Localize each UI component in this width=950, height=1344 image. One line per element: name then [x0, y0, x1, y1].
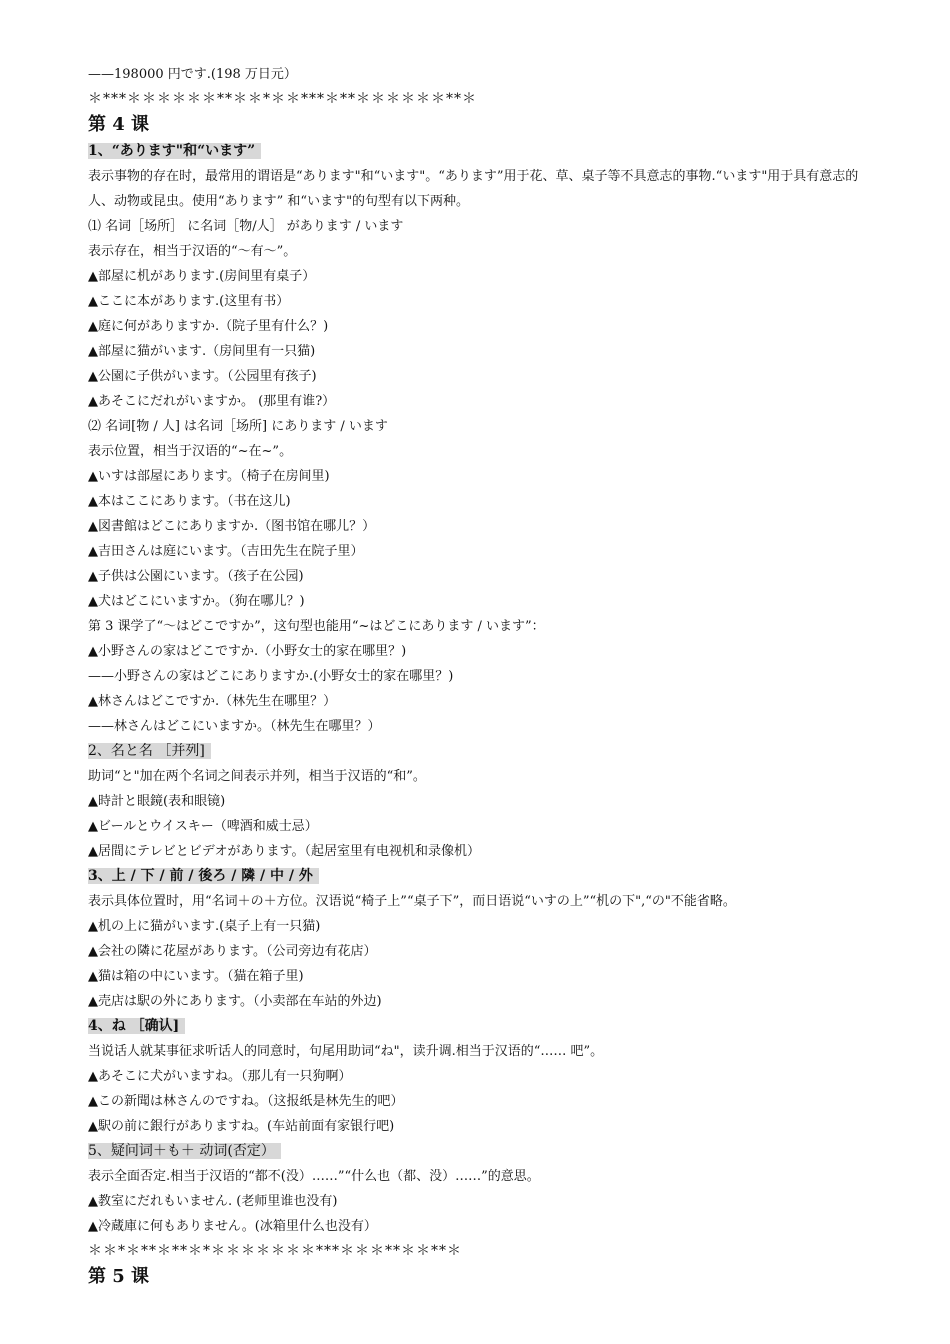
text-line: ——198000 円です.(198 万日元）	[88, 67, 297, 82]
text-line: 表示存在，相当于汉语的“～有～”。	[88, 244, 297, 259]
text-line: ▲売店は駅の外にあります。（小卖部在车站的外边)	[88, 994, 382, 1009]
section-heading-text: 5、疑问词＋も＋ 动词(否定）	[88, 1143, 281, 1159]
text-line: 表示具体位置时，用“名词＋の＋方位。汉语说“椅子上”“桌子下”，而日语说“いすの上”“机の下",“の"不能省略。	[88, 894, 736, 909]
text-line: ▲本はここにあります。（书在这儿)	[88, 494, 291, 509]
lesson-title: 第 5 课	[88, 1266, 150, 1287]
text-line: ▲公園に子供がいます。（公园里有孩子)	[88, 369, 317, 384]
text-line: 表示全面否定.相当于汉语的“都不(没）……”“什么也（都、没）……”的意思。	[88, 1169, 540, 1184]
text-line: 当说话人就某事征求听话人的同意时，句尾用助词“ね"，读升调.相当于汉语的“…… 吧”。	[88, 1044, 604, 1059]
text-line: ▲ビールとウイスキー（啤酒和威士忌）	[88, 819, 318, 834]
text-line: ▲机の上に猫がいます.(桌子上有一只猫)	[88, 919, 321, 934]
text-line: ▲吉田さんは庭にいます。（吉田先生在院子里）	[88, 544, 364, 559]
section-heading-text: 3、上 / 下 / 前 / 後ろ / 隣 / 中 / 外	[88, 868, 319, 884]
text-line: ⑴ 名词［场所］ に名词［物/人］ があります / います	[88, 219, 404, 234]
text-line: ▲犬はどこにいますか。（狗在哪儿？)	[88, 594, 305, 609]
text-line: ▲林さんはどこですか.（林先生在哪里？）	[88, 694, 337, 709]
text-line: ▲教室にだれもいません. (老师里谁也没有)	[88, 1194, 338, 1209]
text-line: ▲この新聞は林さんのですね。（这报纸是林先生的吧）	[88, 1094, 404, 1109]
document-page	[88, 62, 878, 1291]
star-separator: ＊***＊＊＊＊＊＊**＊＊*＊＊***＊**＊＊＊＊＊＊**＊	[88, 91, 477, 107]
text-line: ——林さんはどこにいますか。（林先生在哪里？）	[88, 719, 381, 734]
star-separator: ＊＊*＊**＊**＊*＊＊＊＊＊＊＊***＊＊＊**＊＊**＊	[88, 1243, 462, 1259]
text-line: ▲冷蔵庫に何もありません。(冰箱里什么也没有）	[88, 1219, 377, 1234]
text-line: ⑵ 名词[物 / 人] は名词［场所] にあります / います	[88, 419, 388, 434]
text-line: ▲会社の隣に花屋があります。（公司旁边有花店）	[88, 944, 377, 959]
paragraph: 表示事物的存在时，最常用的谓语是“あります"和“います"。“あります”用于花、草、桌子等不具意志的事物.“います"用于具有意志的人、动物或昆虫。使用“あります” 和“います"的句型有以下两种。	[88, 169, 859, 209]
text-line: ▲居間にテレビとビデオがあります。（起居室里有电视机和录像机）	[88, 844, 480, 859]
text-line: 第 3 课学了“～はどこですか”，这句型也能用“~はどこにあります / います”：	[88, 619, 545, 634]
text-line: ▲あそこに犬がいますね。（那儿有一只狗啊）	[88, 1069, 352, 1084]
section-heading	[88, 1014, 878, 1039]
section-heading	[88, 864, 878, 889]
text-line: ▲猫は箱の中にいます。（猫在箱子里)	[88, 969, 304, 984]
text-line: ▲あそこにだれがいますか。 (那里有谁?）	[88, 394, 336, 409]
lesson-title: 第 4 课	[88, 114, 150, 135]
section-heading-text: 1、“あります"和“います”	[88, 143, 261, 159]
section-heading-text: 4、ね ［确认]	[88, 1018, 185, 1034]
text-line: ——小野さんの家はどこにありますか.(小野女士的家在哪里？)	[88, 669, 454, 684]
text-line: ▲部屋に机があります.(房间里有桌子）	[88, 269, 316, 284]
section-heading	[88, 739, 878, 764]
text-line: ▲いすは部屋にあります。（椅子在房间里)	[88, 469, 330, 484]
section-heading	[88, 1139, 878, 1164]
text-line: ▲庭に何がありますか.（院子里有什么？)	[88, 319, 329, 334]
text-line: ▲部屋に猫がいます.（房间里有一只猫)	[88, 344, 316, 359]
text-line: ▲子供は公園にいます。（孩子在公园)	[88, 569, 304, 584]
section-heading-text: 2、名と名 ［并列]	[88, 743, 211, 759]
text-line: ▲ここに本があります.(这里有书）	[88, 294, 290, 309]
text-line: ▲時計と眼鏡(表和眼镜)	[88, 794, 226, 809]
text-line: 助词“と"加在两个名词之间表示并列，相当于汉语的“和”。	[88, 769, 426, 784]
text-line: ▲図書館はどこにありますか.（图书馆在哪儿？）	[88, 519, 376, 534]
section-heading	[88, 139, 878, 164]
text-line: 表示位置，相当于汉语的“~在~”。	[88, 444, 293, 459]
text-line: ▲駅の前に銀行がありますね。(车站前面有家银行吧)	[88, 1119, 395, 1134]
text-line: ▲小野さんの家はどこですか.（小野女士的家在哪里？)	[88, 644, 407, 659]
